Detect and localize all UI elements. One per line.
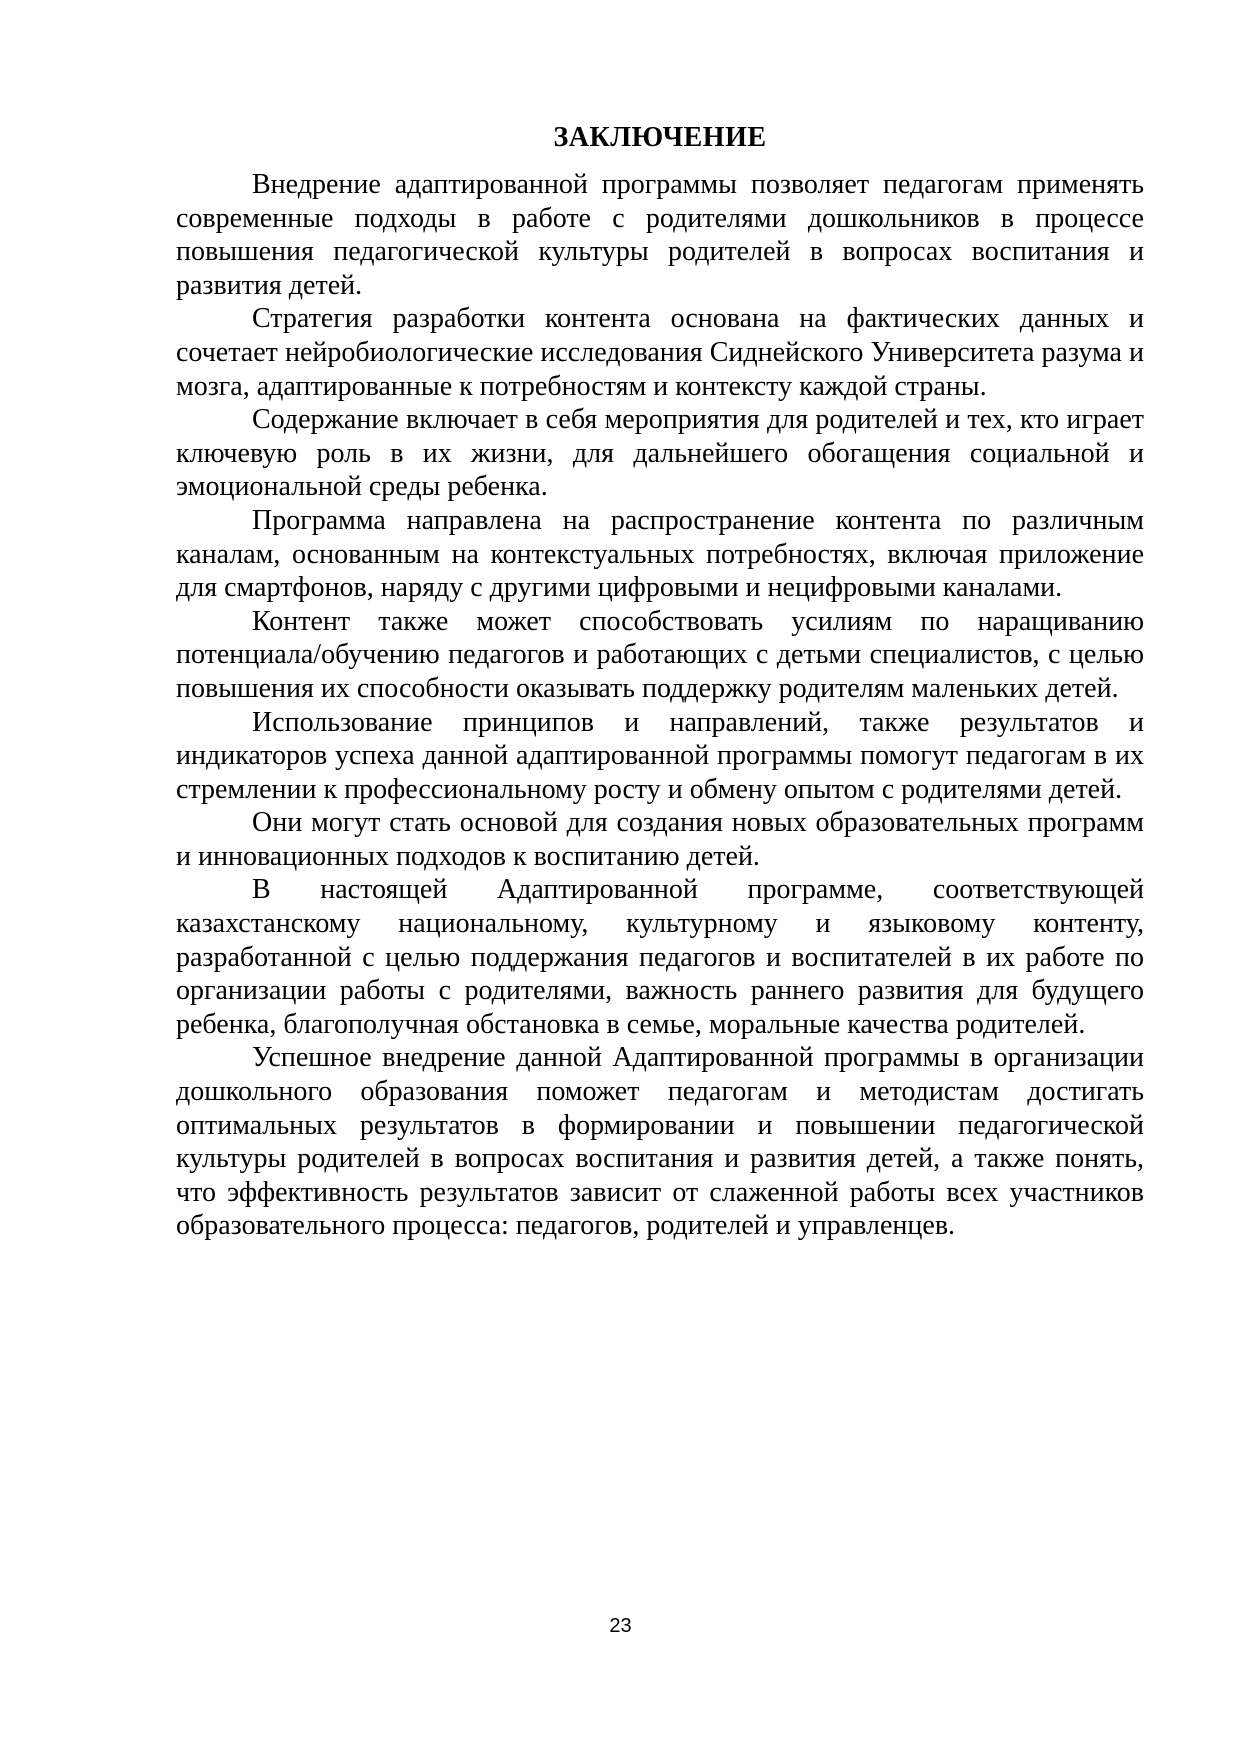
paragraph: Они могут стать основой для создания новых образовательных программ и инновационных подходов к воспитанию детей. <box>176 807 1144 872</box>
paragraph: Стратегия разработки контента основана на фактических данных и сочетает нейробиологические исследования Сиднейского Университета разума и мозга, адаптированные к потребностям и контексту каждой страны. <box>176 303 1144 402</box>
page-title: ЗАКЛЮЧЕНИЕ <box>553 122 767 153</box>
paragraph: Содержание включает в себя мероприятия для родителей и тех, кто играет ключевую роль в их жизни, для дальнейшего обогащения социальной и эмоциональной среды ребенка. <box>176 404 1144 503</box>
paragraph: Внедрение адаптированной программы позволяет педагогам применять современные подходы в работе с родителями дошкольников в процессе повышения педагогической культуры родителей в вопросах воспитания и развития детей. <box>176 169 1144 301</box>
paragraph: Использование принципов и направлений, также результатов и индикаторов успеха данной адаптированной программы помогут педагогам в их стремлении к профессиональному росту и обмену опытом с родителями детей. <box>176 706 1144 805</box>
paragraph: Программа направлена на распространение контента по различным каналам, основанным на контекстуальных потребностях, включая приложение для смартфонов, наряду с другими цифровыми и нецифровыми каналами. <box>176 504 1144 604</box>
paragraph: Контент также может способствовать усилиям по наращиванию потенциала/обучению педагогов и работающих с детьми специалистов, с целью повышения их способности оказывать поддержку родителям маленьких детей. <box>176 605 1144 704</box>
page-content <box>176 120 1144 1243</box>
paragraph: В настоящей Адаптированной программе, соответствующей казахстанскому национальному, культурному и языковому контенту, разработанной с целью поддержания педагогов и воспитателей в их работе по организации работы с родителями, важность раннего развития для будущего ребенка, благополучная обстановка в семье, моральные качества родителей. <box>176 874 1144 1040</box>
paragraph: Успешное внедрение данной Адаптированной программы в организации дошкольного образования поможет педагогам и методистам достигать оптимальных результатов в формировании и повышении педагогической культуры родителей в вопросах воспитания и развития детей, а также понять, что эффективность результатов зависит от слаженной работы всех участников образовательного процесса: педагогов, родителей и управленцев. <box>176 1042 1144 1242</box>
page-number: 23 <box>609 1615 632 1637</box>
